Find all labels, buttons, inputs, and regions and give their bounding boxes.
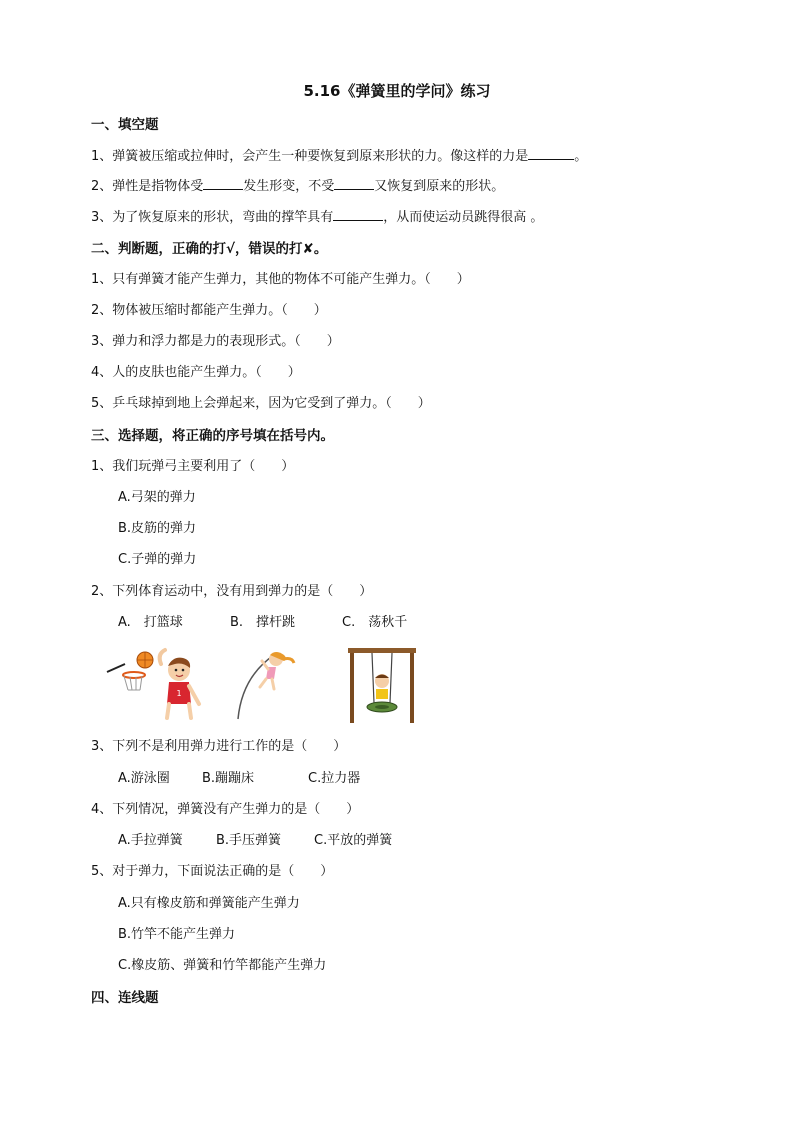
basketball-player-illustration (103, 646, 203, 720)
choice-question-5: 5、对于弹力，下面说法正确的是（ ） (91, 864, 334, 879)
true-false-item-3: 3、弹力和浮力都是力的表现形式。（ ） (91, 334, 340, 349)
true-false-item-5: 5、乒乓球掉到地上会弹起来，因为它受到了弹力。（ ） (91, 396, 431, 411)
true-false-item-4: 4、人的皮肤也能产生弹力。（ ） (91, 365, 301, 380)
fill-question-3 (91, 208, 543, 227)
answer-blank[interactable] (203, 177, 243, 190)
fill-question-2-text-b: 发生形变，不受 (243, 179, 335, 194)
choice-option-a[interactable]: A. 打篮球 (118, 615, 183, 630)
swing-illustration (346, 645, 418, 723)
section-true-false-heading: 二、判断题，正确的打√，错误的打✘。 (91, 241, 328, 257)
choice-option-b[interactable]: B.竹竿不能产生弹力 (118, 927, 236, 942)
fill-question-2 (91, 177, 504, 196)
choice-option-b[interactable]: B.蹦蹦床 (202, 771, 255, 786)
svg-text:1: 1 (176, 689, 182, 698)
fill-question-3-end: ，从而使运动员跳得很高 。 (383, 210, 544, 225)
fill-question-1 (91, 147, 587, 166)
section-fill-blank-heading: 一、填空题 (91, 117, 159, 133)
choice-option-c[interactable]: C. 荡秋千 (342, 615, 408, 630)
choice-question-4: 4、下列情况，弹簧没有产生弹力的是（ ） (91, 802, 360, 817)
fill-question-1-text: 1、弹簧被压缩或拉伸时，会产生一种要恢复到原来形状的力。像这样的力是 (91, 149, 529, 164)
answer-blank[interactable] (334, 177, 374, 190)
true-false-item-1: 1、只有弹簧才能产生弹力，其他的物体不可能产生弹力。（ ） (91, 272, 470, 287)
choice-option-b[interactable]: B.手压弹簧 (216, 833, 282, 848)
pole-vault-illustration (232, 647, 298, 721)
fill-question-2-text-c: 又恢复到原来的形状。 (374, 179, 505, 194)
choice-option-b[interactable]: B.皮筋的弹力 (118, 521, 197, 536)
choice-option-a[interactable]: A.只有橡皮筋和弹簧能产生弹力 (118, 896, 300, 911)
choice-option-b[interactable]: B. 撑杆跳 (230, 615, 296, 630)
fill-question-3-text: 3、为了恢复原来的形状，弯曲的撑竿具有 (91, 210, 334, 225)
answer-blank[interactable] (528, 147, 574, 160)
fill-question-2-text-a: 2、弹性是指物体受 (91, 179, 204, 194)
choice-option-a[interactable]: A.弓架的弹力 (118, 490, 196, 505)
fill-question-1-end: 。 (574, 149, 588, 164)
choice-question-3: 3、下列不是利用弹力进行工作的是（ ） (91, 739, 347, 754)
choice-question-2: 2、下列体育运动中，没有用到弹力的是（ ） (91, 584, 373, 599)
choice-option-a[interactable]: A.手拉弹簧 (118, 833, 183, 848)
true-false-item-2: 2、物体被压缩时都能产生弹力。（ ） (91, 303, 327, 318)
choice-question-1: 1、我们玩弹弓主要利用了（ ） (91, 459, 295, 474)
answer-blank[interactable] (333, 208, 383, 221)
choice-option-c[interactable]: C.拉力器 (308, 771, 361, 786)
section-multiple-choice-heading: 三、选择题，将正确的序号填在括号内。 (91, 428, 334, 444)
choice-option-a[interactable]: A.游泳圈 (118, 771, 170, 786)
section-matching-heading: 四、连线题 (91, 990, 159, 1006)
worksheet-title: 5.16《弹簧里的学问》练习 (303, 82, 491, 100)
choice-option-c[interactable]: C.平放的弹簧 (314, 833, 393, 848)
choice-option-c[interactable]: C.子弹的弹力 (118, 552, 197, 567)
choice-option-c[interactable]: C.橡皮筋、弹簧和竹竿都能产生弹力 (118, 958, 327, 973)
